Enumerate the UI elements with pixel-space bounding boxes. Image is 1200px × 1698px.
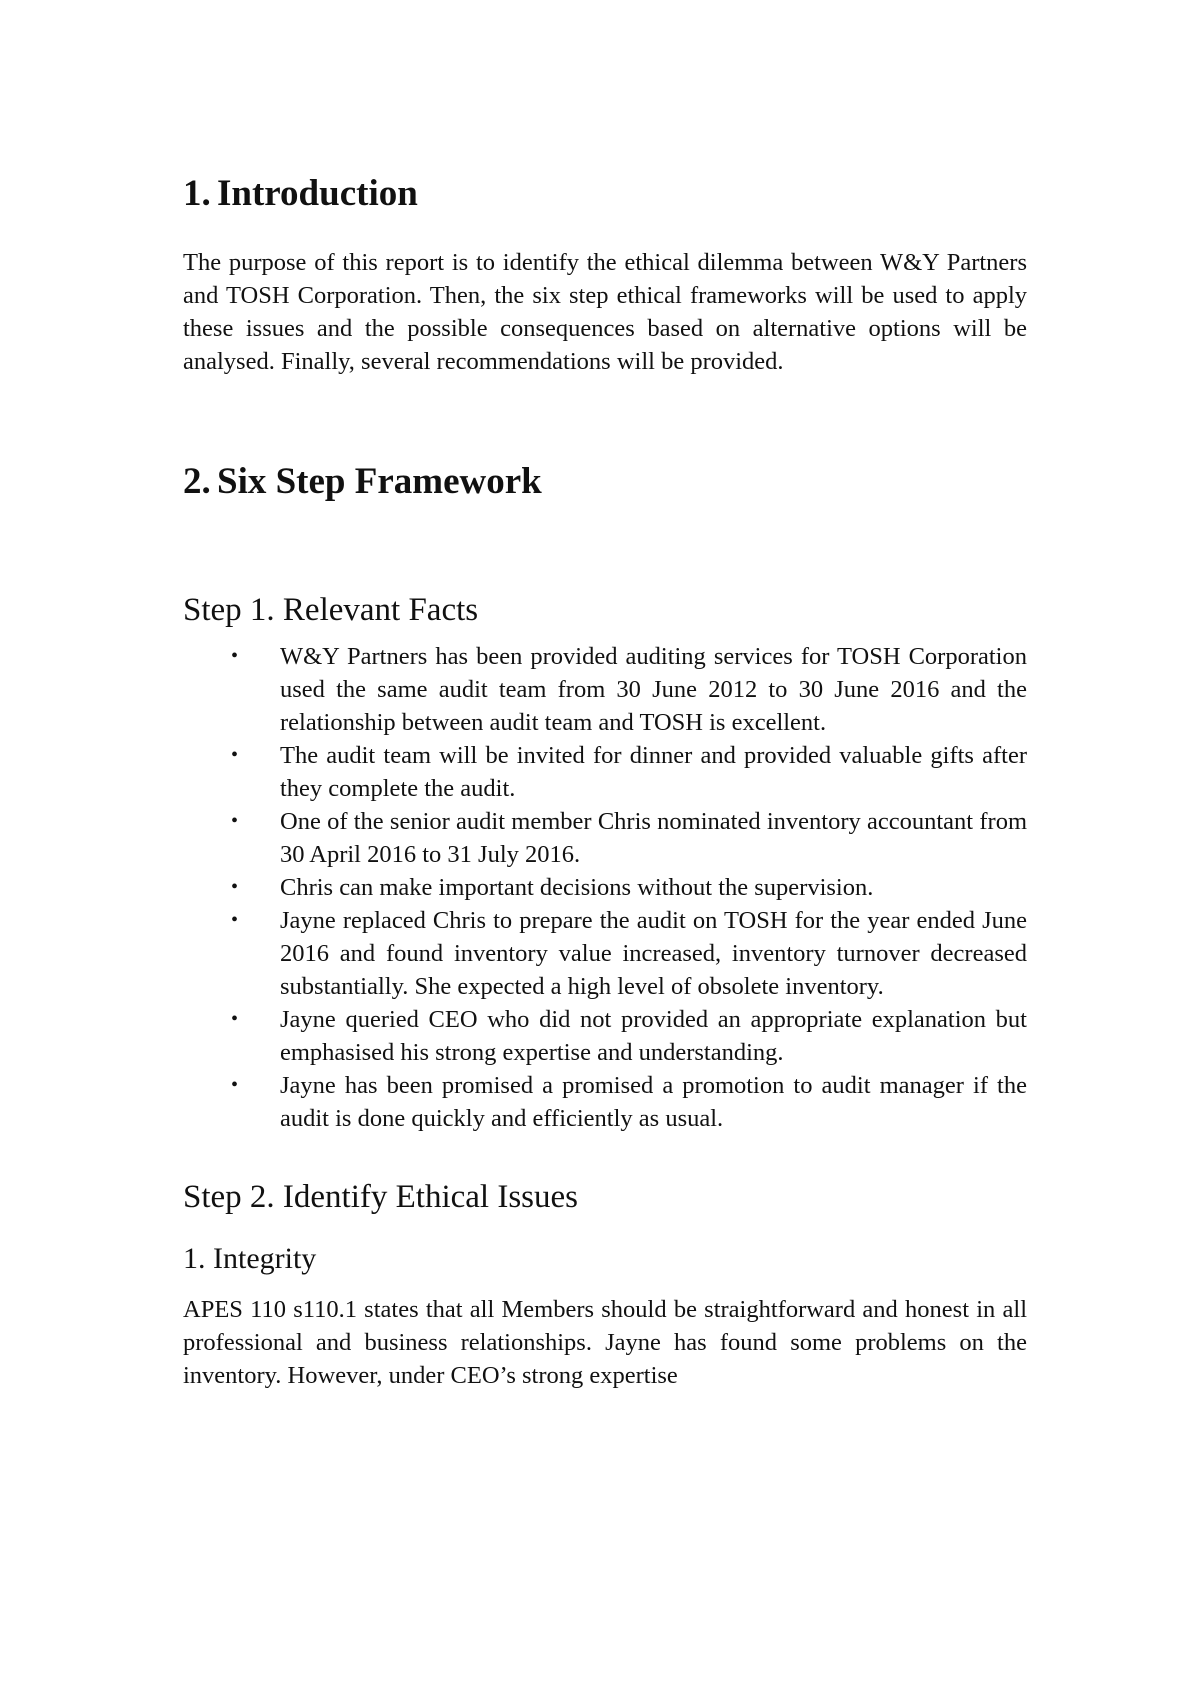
bullet-icon: • — [231, 1008, 239, 1030]
list-item-text: Jayne queried CEO who did not provided an appropriate explanation but emphasised his strong expertise and understanding. — [280, 1006, 1027, 1066]
bullet-icon: • — [231, 810, 239, 832]
list-item — [183, 739, 1027, 805]
integrity-paragraph: APES 110 s110.1 states that all Members should be straightforward and honest in all professional and business relationships. Jayne has found some problems on the inventory. However, under CEO’s strong expertise — [183, 1296, 1027, 1389]
list-item — [183, 904, 1027, 1003]
section-number: 1. — [183, 173, 211, 214]
list-item-text: Jayne replaced Chris to prepare the audit on TOSH for the year ended June 2016 and found inventory value increased, inventory turnover decreased substantially. She expected a high level of obsolete inventory. — [280, 907, 1027, 1000]
step1-heading: Step 1. Relevant Facts — [183, 592, 479, 628]
list-item — [183, 640, 1027, 739]
section-number: 2. — [183, 461, 211, 502]
list-item-text: The audit team will be invited for dinner and provided valuable gifts after they complete the audit. — [280, 742, 1027, 802]
list-item-text: W&Y Partners has been provided auditing services for TOSH Corporation used the same audit team from 30 June 2012 to 30 June 2016 and the relationship between audit team and TOSH is excellent. — [280, 643, 1027, 736]
six-step-framework-heading — [183, 458, 1027, 506]
list-item-text: Chris can make important decisions without the supervision. — [280, 874, 874, 901]
bullet-icon: • — [231, 876, 239, 898]
list-item — [183, 805, 1027, 871]
list-item — [183, 1003, 1027, 1069]
list-item — [183, 1069, 1027, 1135]
bullet-icon: • — [231, 744, 239, 766]
list-item — [183, 871, 1027, 904]
list-item-text: One of the senior audit member Chris nominated inventory accountant from 30 April 2016 to 31 July 2016. — [280, 808, 1027, 868]
bullet-icon: • — [231, 645, 239, 667]
relevant-facts-list — [183, 640, 1027, 1135]
step2-heading: Step 2. Identify Ethical Issues — [183, 1179, 579, 1215]
section-title: Six Step Framework — [217, 461, 542, 502]
section-title: Introduction — [217, 173, 418, 214]
introduction-paragraph: The purpose of this report is to identify the ethical dilemma between W&Y Partners and TOSH Corporation. Then, the six step ethical frameworks will be used to apply these issues and the possible consequences based on alternative options will be analysed. Finally, several recommendations will be provided. — [183, 249, 1027, 375]
introduction-heading — [183, 170, 1027, 218]
bullet-icon: • — [231, 1074, 239, 1096]
bullet-icon: • — [231, 909, 239, 931]
list-item-text: Jayne has been promised a promised a promotion to audit manager if the audit is done quickly and efficiently as usual. — [280, 1072, 1027, 1132]
integrity-subheading: 1. Integrity — [183, 1242, 317, 1275]
document-content — [183, 170, 1027, 1392]
